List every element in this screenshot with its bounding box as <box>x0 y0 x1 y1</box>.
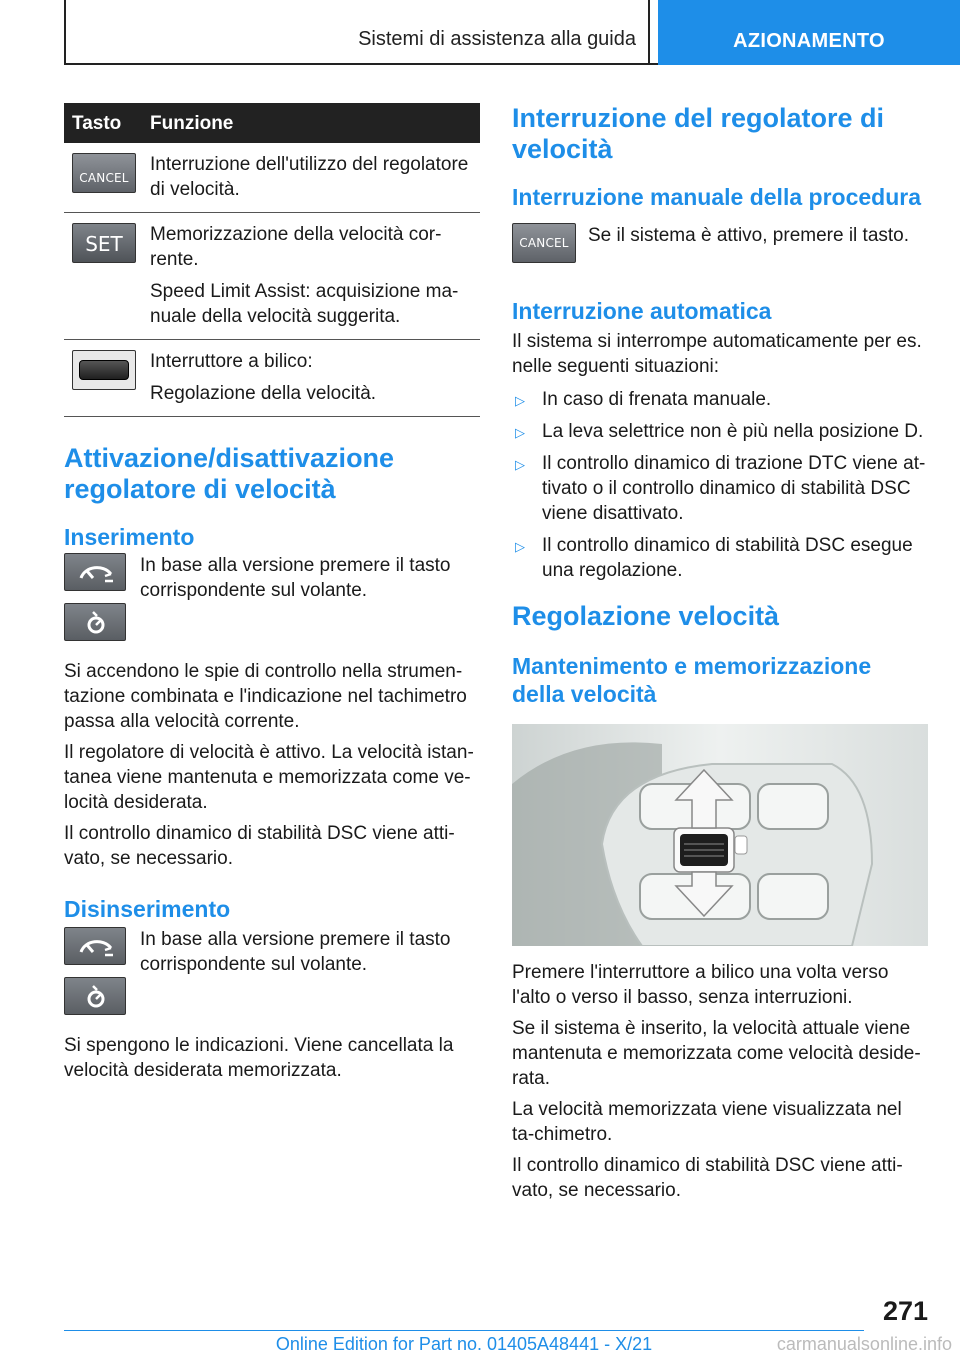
auto-bullet-list <box>512 387 928 583</box>
triangle-bullet-icon: ▷ <box>515 425 525 440</box>
set-key-icon <box>72 223 136 263</box>
left-column <box>64 103 480 1083</box>
subheading-manual: Interruzione manuale della procedura <box>512 184 921 210</box>
cruise-control-alt-icon <box>64 977 126 1015</box>
on-icon-row <box>64 553 480 645</box>
on-paragraph-1: Si accendono le spie di controllo nella strumen-tazione combinata e l'indicazione nel tachimetro passa alla velocità corrente. <box>64 661 467 732</box>
table-row <box>64 340 480 417</box>
keep-paragraph-2: Se il sistema è inserito, la velocità attuale viene mantenuta e memorizzata come velocità deside-rata. <box>512 1018 921 1089</box>
auto-intro: Il sistema si interrompe automaticamente per es. nelle seguenti situazioni: <box>512 331 922 377</box>
subheading-auto: Interruzione automatica <box>512 298 772 324</box>
list-item: ▷ In caso di frenata manuale. <box>512 387 928 412</box>
watermark: carmanualsonline.info <box>776 1334 952 1354</box>
manual-icon-row <box>512 223 928 269</box>
manual-text: Se il sistema è attivo, premere il tasto. <box>588 225 910 246</box>
off-icon-text: In base alla versione premere il tasto corrispondente sul volante. <box>140 929 451 975</box>
on-paragraph-2: Il regolatore di velocità è attivo. La velocità istan-tanea viene mantenuta e memorizzata come ve-locità desiderata. <box>64 742 474 813</box>
off-paragraph-1: Si spengono le indicazioni. Viene cancellata la velocità desiderata memorizzata. <box>64 1035 454 1081</box>
cancel-key-label: CANCEL <box>519 236 569 250</box>
list-item: ▷ Il controllo dinamico di stabilità DSC esegue una regolazione. <box>515 535 913 581</box>
triangle-bullet-icon: ▷ <box>515 393 525 408</box>
keep-paragraph-1: Premere l'interruttore a bilico una volta verso l'alto o verso il basso, senza interruzioni. <box>512 962 889 1008</box>
on-icon-text: In base alla versione premere il tasto corrispondente sul volante. <box>140 555 451 601</box>
keep-paragraph-4: Il controllo dinamico di stabilità DSC viene atti-vato, se necessario. <box>512 1155 903 1201</box>
on-paragraph-3: Il controllo dinamico di stabilità DSC viene atti-vato, se necessario. <box>64 823 455 869</box>
set-key-label: SET <box>85 232 123 256</box>
cruise-control-alt-icon <box>64 603 126 641</box>
right-column <box>512 103 928 1203</box>
section-heading-speed: Regolazione velocità <box>512 601 780 631</box>
section-heading-activation: Attivazione/disattivazione regolatore di velocità <box>64 443 395 504</box>
function-text: Regolazione della velocità. <box>150 383 377 404</box>
function-text: Interruttore a bilico: <box>150 351 313 372</box>
page-number: 271 <box>882 1296 928 1326</box>
subheading-off: Disinserimento <box>64 896 231 922</box>
chapter-tab <box>658 0 960 65</box>
footer-rule <box>64 1330 864 1331</box>
cancel-key-icon <box>72 153 136 193</box>
table-row <box>64 143 480 213</box>
chapter-label: AZIONAMENTO <box>733 30 885 52</box>
section-heading-interrupt: Interruzione del regolatore di velocità <box>512 103 885 164</box>
subheading-keep: Mantenimento e memorizzazione della velocità <box>512 653 872 707</box>
table-row <box>64 213 480 340</box>
steering-wheel-illustration <box>512 724 928 946</box>
keep-paragraph-3: La velocità memorizzata viene visualizzata nel ta-chimetro. <box>512 1099 902 1145</box>
subheading-on: Inserimento <box>64 524 195 550</box>
function-text: Memorizzazione della velocità cor-rente. <box>150 224 442 270</box>
list-item: ▷ Il controllo dinamico di trazione DTC viene at-tivato o il controllo dinamico di stabilità DSC viene disattivato. <box>515 453 926 524</box>
section-title: Sistemi di assistenza alla guida <box>358 28 636 50</box>
function-text: Speed Limit Assist: acquisizione ma-nuale della velocità suggerita. <box>150 281 459 327</box>
off-icon-row <box>64 927 480 1019</box>
triangle-bullet-icon: ▷ <box>515 457 525 472</box>
edition-text: Online Edition for Part no. 01405A48441 - X/21 <box>275 1334 653 1354</box>
function-text: Interruzione dell'utilizzo del regolatore di velocità. <box>150 154 469 200</box>
cruise-control-on-icon <box>64 553 126 591</box>
cancel-key-icon <box>512 223 576 263</box>
rocker-switch-icon <box>72 350 136 390</box>
table-header-function: Funzione <box>142 103 480 143</box>
triangle-bullet-icon: ▷ <box>515 539 525 554</box>
table-header-key: Tasto <box>64 103 142 143</box>
list-item: ▷ La leva selettrice non è più nella posizione D. <box>512 419 928 444</box>
cruise-control-on-icon <box>64 927 126 965</box>
cancel-key-label: CANCEL <box>79 171 129 185</box>
key-function-table <box>64 103 480 417</box>
